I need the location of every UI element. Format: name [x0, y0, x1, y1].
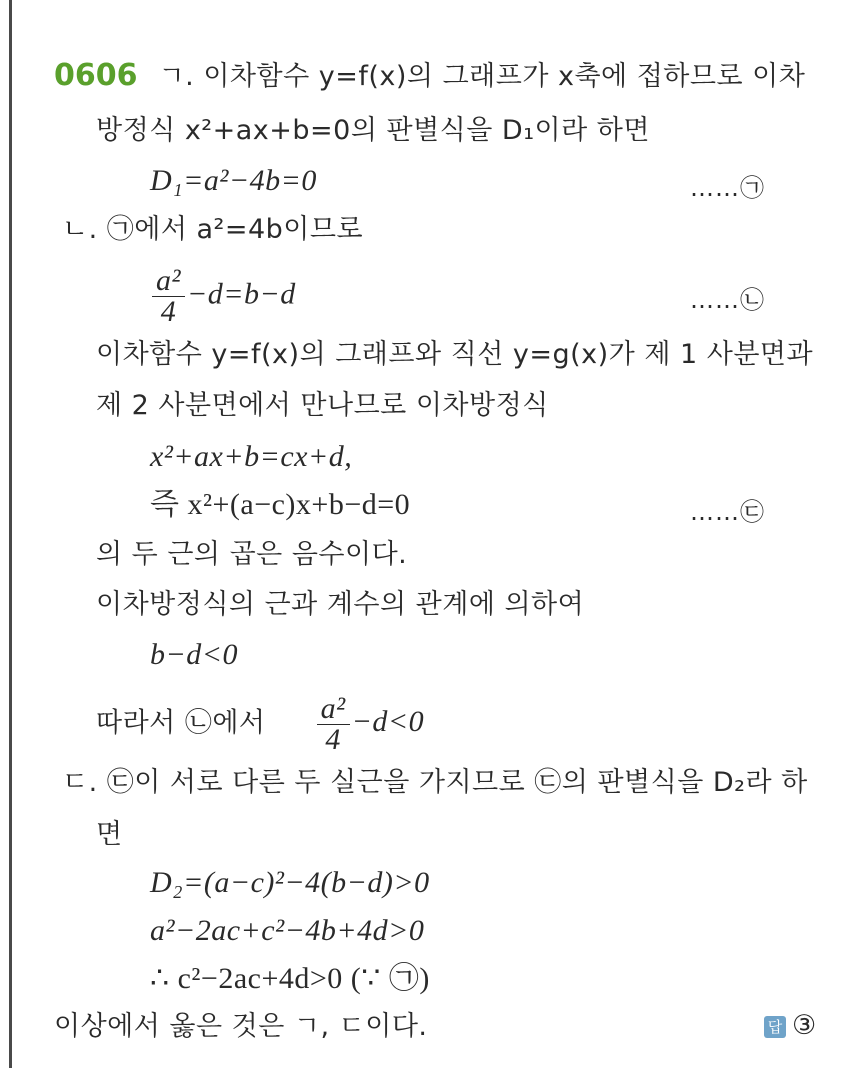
item-b-line4: 제 2 사분면에서 만나므로 이차방정식 [96, 390, 549, 421]
item-c-equation-3: ∴ c²−2ac+4d>0 (∵ ㉠) [150, 962, 430, 995]
fraction [317, 694, 350, 755]
item-c-intro: ㄷ. ㉢이 서로 다른 두 실근을 가지므로 ㉢의 판별식을 D₂라 하 [62, 767, 808, 798]
item-c-equation-2: a²−2ac+c²−4b+4d>0 [150, 914, 425, 947]
left-margin-rule [9, 0, 12, 1068]
item-c-line2: 면 [96, 819, 123, 850]
equation-tag-3: ……㉢ [690, 498, 765, 526]
item-a-intro: ㄱ. 이차함수 y=f(x)의 그래프가 x축에 접하므로 이차 [158, 61, 806, 92]
item-b-equation-3: 즉 x²+(a−c)x+b−d=0 [150, 488, 411, 521]
equation-tag-1: ……㉠ [690, 174, 765, 202]
equation-rest: −d=b−d [187, 277, 296, 311]
problem-header-line [54, 59, 805, 94]
item-b-equation-2: x²+ax+b=cx+d, [150, 440, 353, 473]
item-b-line8: 이차방정식의 근과 계수의 관계에 의하여 [96, 589, 585, 620]
fraction [152, 266, 185, 327]
item-b-equation-4: b−d<0 [150, 638, 238, 671]
inline-inequality [315, 692, 425, 756]
problem-number: 0606 [54, 58, 138, 93]
item-b-line10 [96, 694, 424, 755]
answer-value: ③ [792, 1010, 817, 1041]
answer [764, 1010, 816, 1041]
item-b-line3: 이차함수 y=f(x)의 그래프와 직선 y=g(x)가 제 1 사분면과 [96, 339, 814, 370]
fraction-numerator: a² [152, 266, 185, 297]
answer-icon: 답 [764, 1016, 786, 1038]
item-b-equation-1 [150, 266, 296, 327]
fraction-numerator: a² [317, 694, 350, 725]
conclusion: 이상에서 옳은 것은 ㄱ, ㄷ이다. [54, 1011, 428, 1042]
item-c-equation-1: D₂=(a−c)²−4(b−d)>0 [150, 866, 430, 899]
equation-tag-2: ……㉡ [690, 286, 765, 314]
fraction-denominator: 4 [160, 295, 177, 328]
inequality-rest: −d<0 [351, 705, 425, 739]
therefore-text: 따라서 ㉡에서 [96, 707, 266, 739]
item-a-equation: D₁=a²−4b=0 [150, 164, 317, 197]
fraction-denominator: 4 [325, 723, 341, 756]
item-b-intro: ㄴ. ㉠에서 a²=4b이므로 [62, 214, 364, 245]
item-a-line2: 방정식 x²+ax+b=0의 판별식을 D₁이라 하면 [96, 115, 650, 146]
item-b-line7: 의 두 근의 곱은 음수이다. [96, 539, 408, 570]
